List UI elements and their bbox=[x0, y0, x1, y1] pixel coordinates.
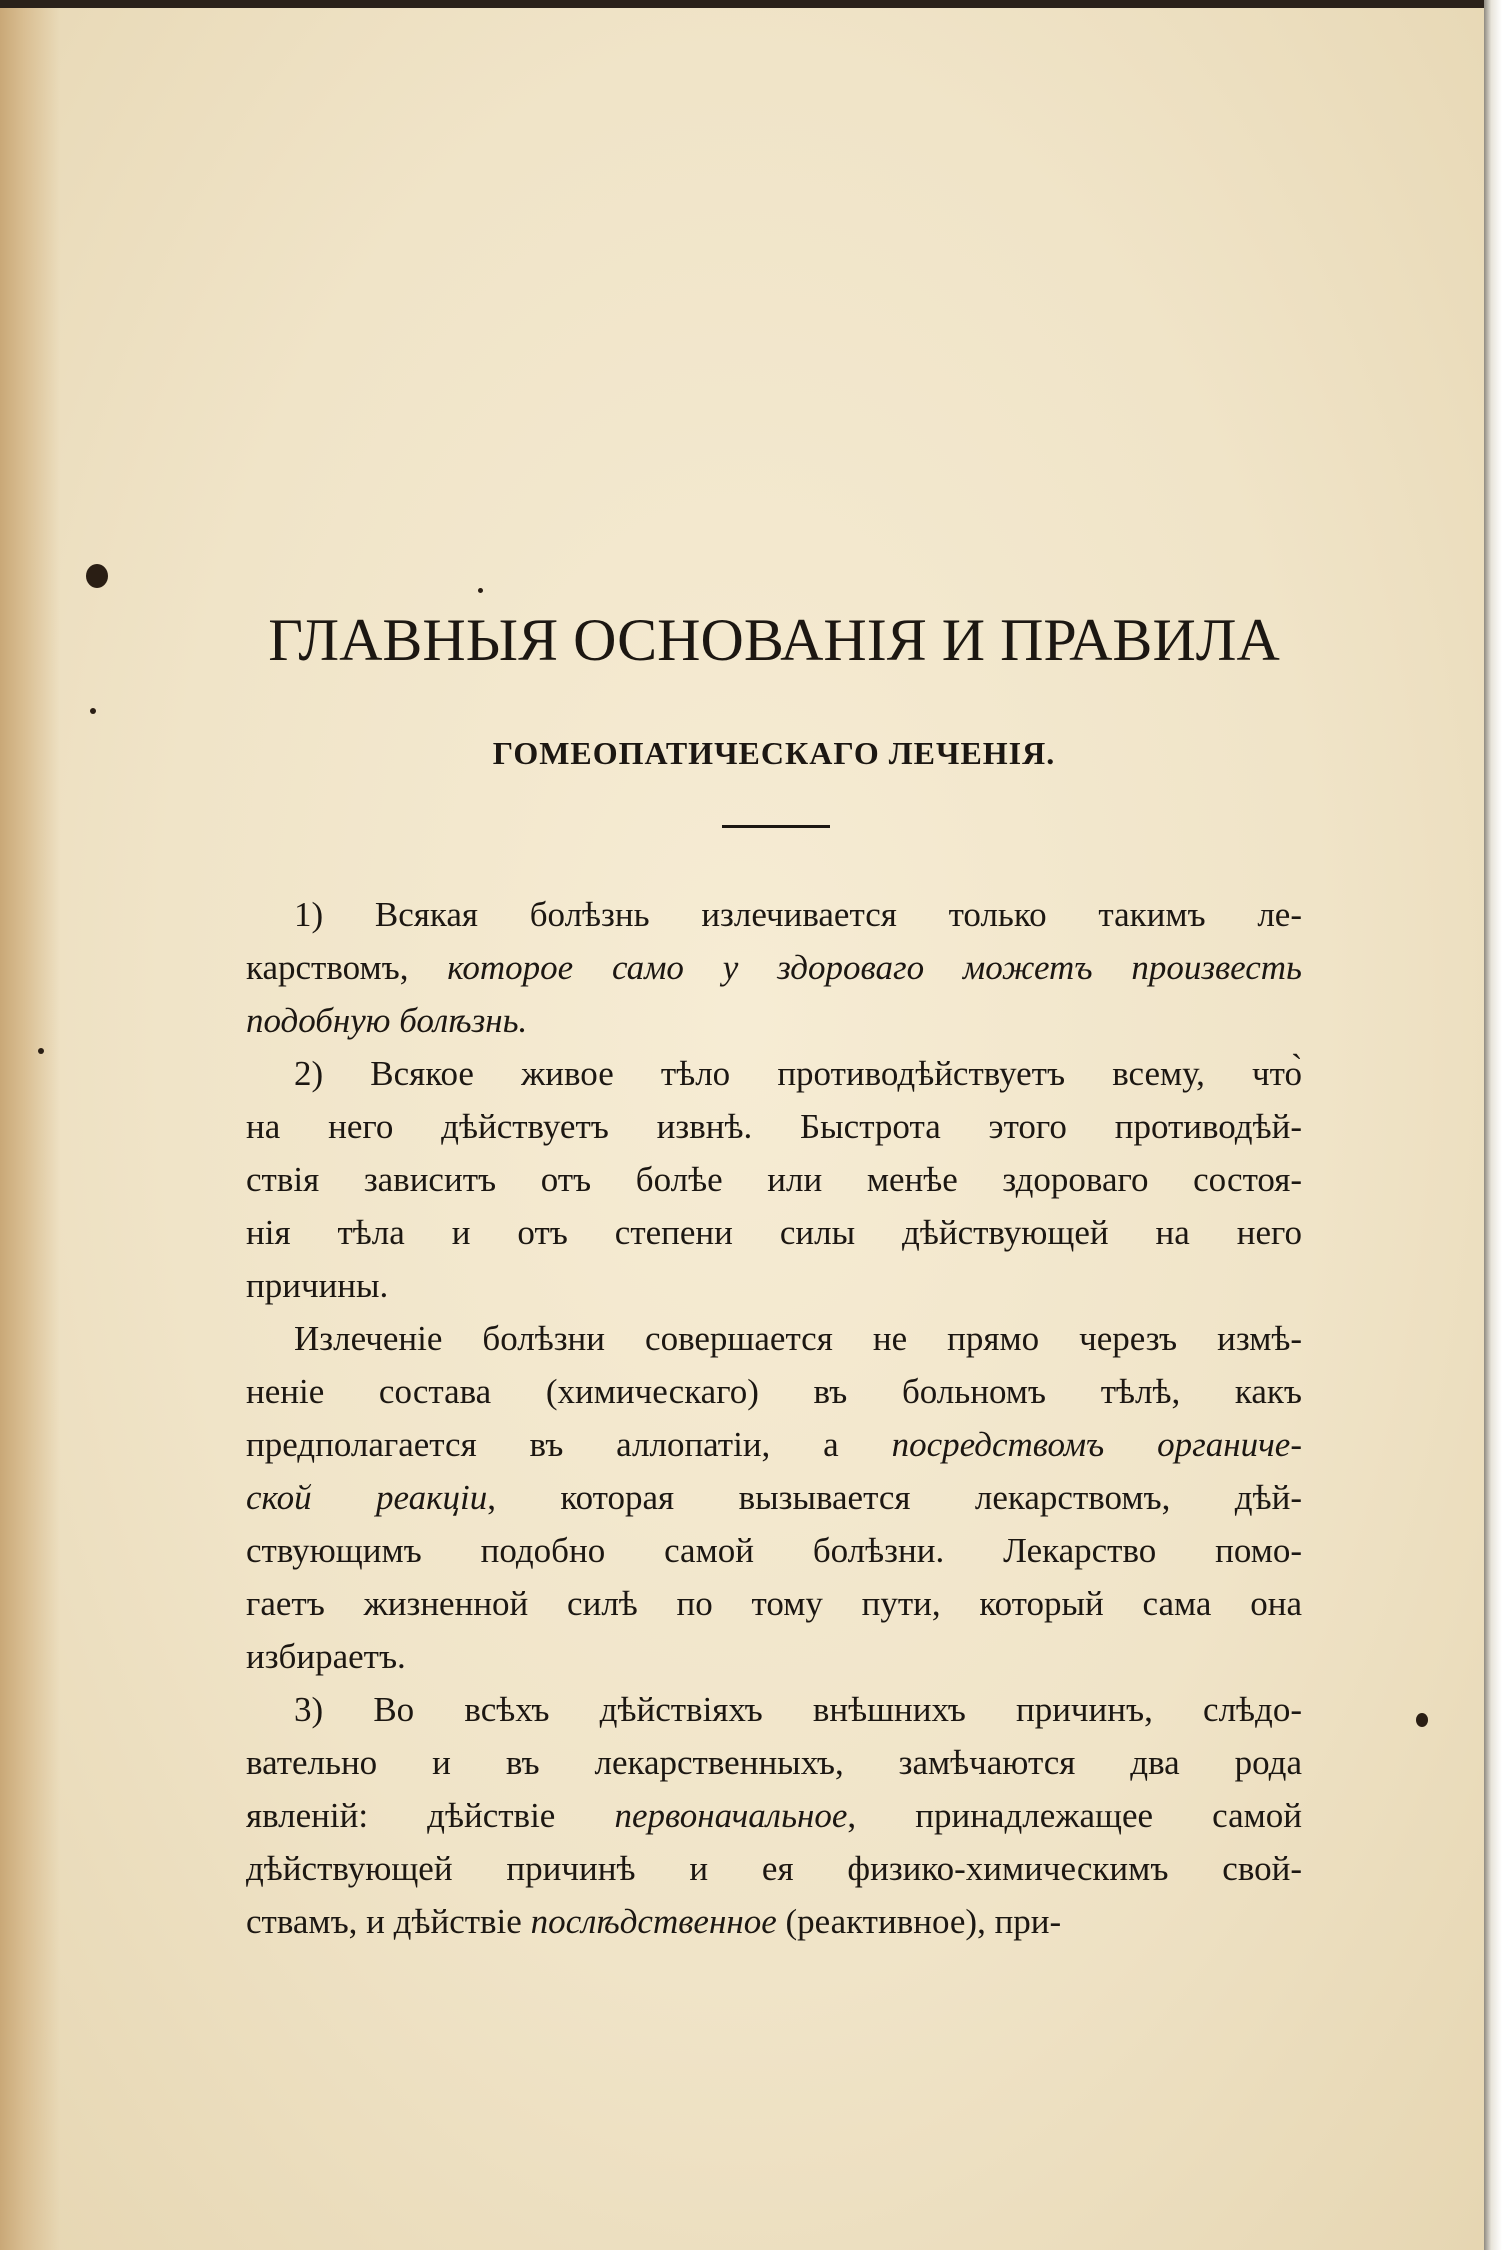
text-run: ствія зависитъ отъ болѣе или менѣе здороваго состоя- bbox=[246, 1160, 1302, 1199]
text-run: , которая вызывается лекарствомъ, дѣй- bbox=[487, 1478, 1302, 1517]
text-line bbox=[246, 1842, 1302, 1895]
text-run: неніе состава (химическаго) въ больномъ тѣлѣ, какъ bbox=[246, 1372, 1302, 1411]
page-edge bbox=[1484, 0, 1502, 2250]
ink-spot bbox=[86, 564, 108, 588]
text-run: ствующимъ подобно самой болѣзни. Лекарство помо- bbox=[246, 1531, 1302, 1570]
ink-spot bbox=[1416, 1713, 1428, 1727]
text-line bbox=[246, 1471, 1302, 1524]
paragraph bbox=[246, 1047, 1302, 1312]
italic-run: которое само у здороваго можетъ произвесть bbox=[447, 948, 1302, 987]
text-run: дѣйствующей причинѣ и ея физико-химическимъ свой- bbox=[246, 1849, 1302, 1888]
text-line bbox=[246, 1736, 1302, 1789]
italic-run: послѣдственное bbox=[530, 1902, 777, 1941]
text-line bbox=[246, 1524, 1302, 1577]
italic-run: посредствомъ органиче- bbox=[891, 1425, 1302, 1464]
paragraph bbox=[246, 1312, 1302, 1683]
page-title: ГЛАВНЫЯ ОСНОВАНІЯ И ПРАВИЛА bbox=[268, 607, 1280, 673]
ink-dot bbox=[38, 1048, 44, 1054]
text-run: гаетъ жизненной силѣ по тому пути, который сама она bbox=[246, 1584, 1302, 1623]
text-run: ствамъ, и дѣйствіе bbox=[246, 1902, 531, 1941]
text-run: избираетъ. bbox=[246, 1637, 406, 1676]
text-line bbox=[246, 1789, 1302, 1842]
text-run: причины. bbox=[246, 1266, 389, 1305]
text-run: 3) Во всѣхъ дѣйствіяхъ внѣшнихъ причинъ, слѣдо- bbox=[294, 1690, 1302, 1729]
text-line bbox=[246, 1206, 1302, 1259]
text-run: нія тѣла и отъ степени силы дѣйствующей на него bbox=[246, 1213, 1302, 1252]
text-run: 1) Всякая болѣзнь излечивается только такимъ ле- bbox=[294, 895, 1302, 934]
text-line bbox=[246, 1312, 1302, 1365]
paragraph bbox=[246, 1683, 1302, 1948]
body-text bbox=[246, 888, 1302, 1948]
text-line bbox=[246, 1047, 1302, 1100]
text-line bbox=[246, 1683, 1302, 1736]
text-run: карствомъ, bbox=[246, 948, 448, 987]
text-line bbox=[246, 1365, 1302, 1418]
italic-run: ской реакціи bbox=[246, 1478, 488, 1517]
text-run: вательно и въ лекарственныхъ, замѣчаются два рода bbox=[246, 1743, 1302, 1782]
italic-run: подобную болѣзнь. bbox=[246, 1001, 528, 1040]
text-line bbox=[246, 1895, 1302, 1948]
ink-dot bbox=[478, 588, 483, 593]
text-line bbox=[246, 1259, 1302, 1312]
text-run: на него дѣйствуетъ извнѣ. Быстрота этого противодѣй- bbox=[246, 1107, 1302, 1146]
text-run: 2) Всякое живое тѣло противодѣйствуетъ всему, что̀ bbox=[294, 1054, 1302, 1093]
text-run: , принадлежащее самой bbox=[847, 1796, 1302, 1835]
text-line bbox=[246, 888, 1302, 941]
page-subtitle: ГОМЕОПАТИЧЕСКАГО ЛЕЧЕНІЯ. bbox=[492, 735, 1056, 771]
paragraph bbox=[246, 888, 1302, 1047]
text-run: (реактивное), при- bbox=[776, 1902, 1062, 1941]
text-run: предполагается въ аллопатіи, а bbox=[246, 1425, 892, 1464]
text-line bbox=[246, 1418, 1302, 1471]
text-line bbox=[246, 1153, 1302, 1206]
text-line bbox=[246, 994, 1302, 1047]
title-divider bbox=[722, 825, 830, 828]
ink-dot bbox=[90, 708, 96, 714]
text-line bbox=[246, 1630, 1302, 1683]
text-line bbox=[246, 1100, 1302, 1153]
text-run: Излеченіе болѣзни совершается не прямо черезъ измѣ- bbox=[294, 1319, 1302, 1358]
text-line bbox=[246, 1577, 1302, 1630]
text-run: явленій: дѣйствіе bbox=[246, 1796, 615, 1835]
text-line bbox=[246, 941, 1302, 994]
italic-run: первоначальное bbox=[614, 1796, 848, 1835]
